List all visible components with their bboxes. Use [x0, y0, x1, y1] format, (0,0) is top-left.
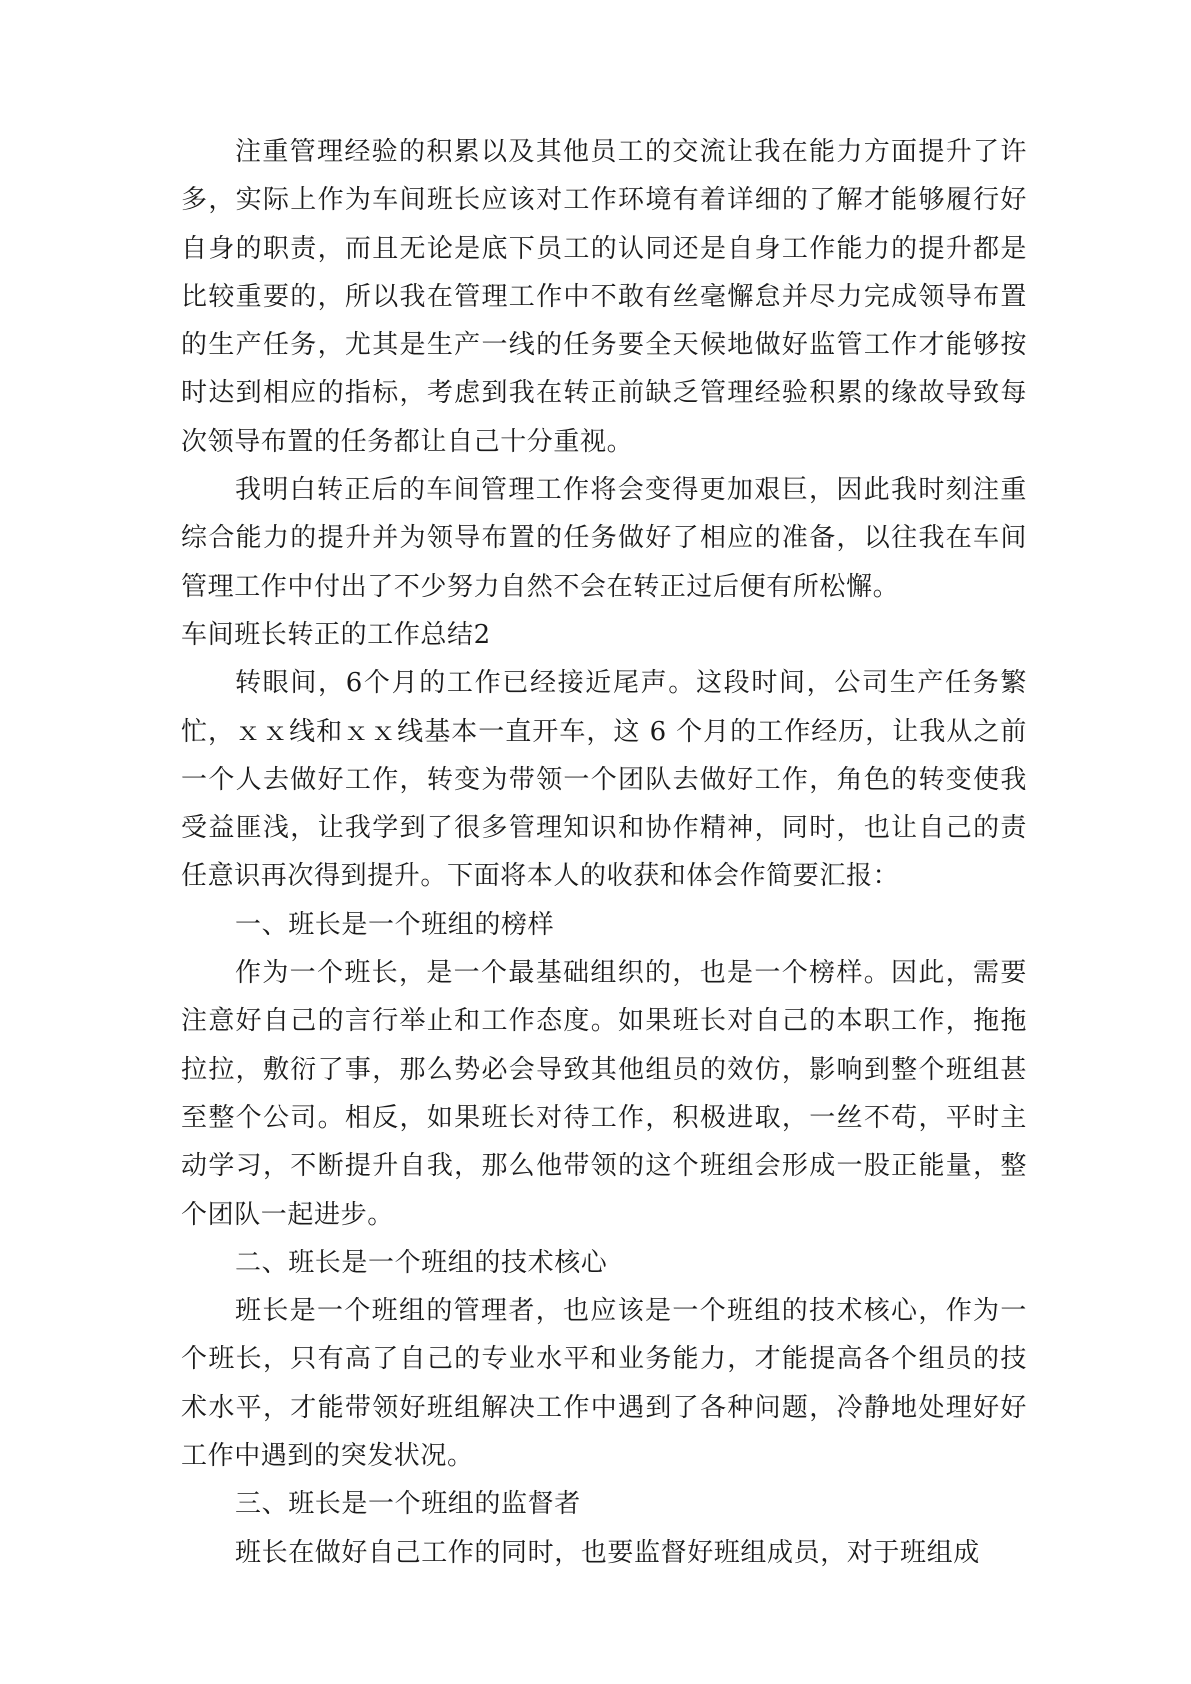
section-title: 车间班长转正的工作总结2	[181, 619, 491, 650]
subheading: 三、班长是一个班组的监督者	[235, 1489, 581, 1520]
subheading: 一、班长是一个班组的榜样	[235, 909, 555, 940]
subheading: 二、班长是一个班组的技术核心	[235, 1247, 608, 1278]
body-paragraph: 班长在做好自己工作的同时，也要监督好班组成员，对于班组成	[235, 1537, 980, 1568]
document-body	[181, 128, 1027, 1577]
body-paragraph: 作为一个班长，是一个最基础组织的，也是一个榜样。因此，需要注意好自己的言行举止和工作态度。如果班长对自己的本职工作，拖拖拉拉，敷衍了事，那么势必会导致其他组员的效仿，影响到整个班组甚至整个公司。相反，如果班长对待工作，积极进取，一丝不苟，平时主动学习，不断提升自我，那么他带领的这个班组会形成一股正能量，整个团队一起进步。	[181, 958, 1027, 1230]
body-paragraph: 转眼间，6个月的工作已经接近尾声。这段时间，公司生产任务繁忙，ｘｘ线和ｘｘ线基本一直开车，这 6 个月的工作经历，让我从之前一个人去做好工作，转变为带领一个团队去做好工作，角色的转变使我受益匪浅，让我学到了很多管理知识和协作精神，同时，也让自己的责任意识再次得到提升。下面将本人的收获和体会作简要汇报：	[181, 668, 1027, 892]
body-paragraph: 班长是一个班组的管理者，也应该是一个班组的技术核心，作为一个班长，只有高了自己的专业水平和业务能力，才能提高各个组员的技术水平，才能带领好班组解决工作中遇到了各种问题，冷静地处理好好工作中遇到的突发状况。	[181, 1296, 1027, 1472]
body-paragraph: 注重管理经验的积累以及其他员工的交流让我在能力方面提升了许多，实际上作为车间班长应该对工作环境有着详细的了解才能够履行好自身的职责，而且无论是底下员工的认同还是自身工作能力的提升都是比较重要的，所以我在管理工作中不敢有丝毫懈怠并尽力完成领导布置的生产任务，尤其是生产一线的任务要全天候地做好监管工作才能够按时达到相应的指标，考虑到我在转正前缺乏管理经验积累的缘故导致每次领导布置的任务都让自己十分重视。	[181, 137, 1027, 457]
body-paragraph: 我明白转正后的车间管理工作将会变得更加艰巨，因此我时刻注重综合能力的提升并为领导布置的任务做好了相应的准备，以往我在车间管理工作中付出了不少努力自然不会在转正过后便有所松懈。	[181, 475, 1027, 602]
